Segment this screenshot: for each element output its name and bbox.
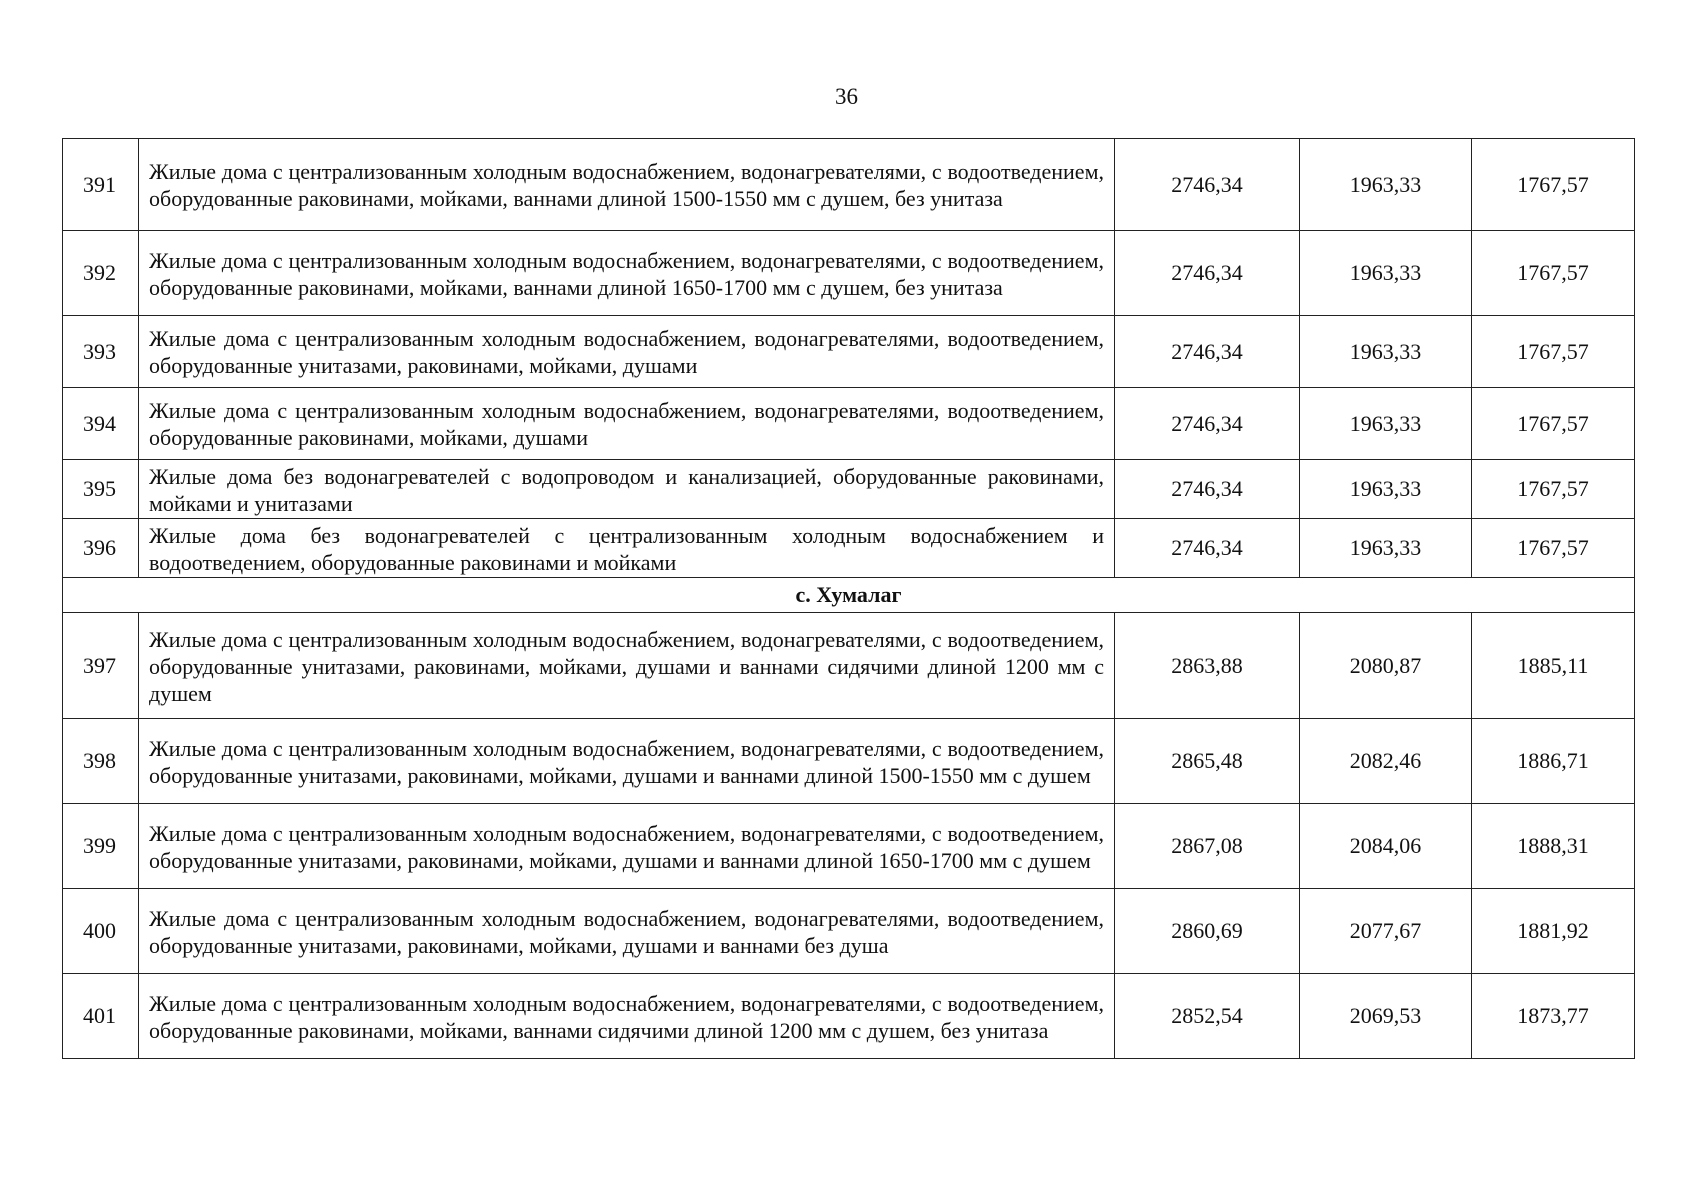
row-value-1: 2867,08 [1115,804,1300,889]
row-number: 396 [63,519,139,578]
row-number: 401 [63,974,139,1059]
tariff-table [62,138,1635,1059]
row-value-1: 2746,34 [1115,519,1300,578]
row-description: Жилые дома с централизованным холодным водоснабжением, водонагревателями, с водоотведением, оборудованные унитазами, раковинами, мойками, душами и ваннами длиной 1650-1700 мм с душем [139,804,1115,889]
row-value-2: 2080,87 [1300,613,1472,719]
row-description: Жилые дома без водонагревателей с централизованным холодным водоснабжением и водоотведением, оборудованные раковинами и мойками [139,519,1115,578]
row-value-1: 2746,34 [1115,388,1300,460]
row-description: Жилые дома с централизованным холодным водоснабжением, водонагревателями, с водоотведением, оборудованные унитазами, раковинами, мойками, душами и ваннами сидячими длиной 1200 мм с душем [139,613,1115,719]
row-value-1: 2746,34 [1115,316,1300,388]
section-title: с. Хумалаг [63,578,1635,613]
row-value-3: 1885,11 [1472,613,1635,719]
table-row [63,889,1635,974]
row-value-1: 2746,34 [1115,139,1300,231]
row-description: Жилые дома с централизованным холодным водоснабжением, водонагревателями, водоотведением, оборудованные унитазами, раковинами, мойками, душами [139,316,1115,388]
row-value-3: 1886,71 [1472,719,1635,804]
row-value-3: 1767,57 [1472,139,1635,231]
row-value-1: 2860,69 [1115,889,1300,974]
row-value-2: 1963,33 [1300,316,1472,388]
row-number: 399 [63,804,139,889]
row-description: Жилые дома с централизованным холодным водоснабжением, водонагревателями, с водоотведением, оборудованные раковинами, мойками, ваннами сидячими длиной 1200 мм с душем, без унитаза [139,974,1115,1059]
row-value-3: 1881,92 [1472,889,1635,974]
row-description: Жилые дома с централизованным холодным водоснабжением, водонагревателями, с водоотведением, оборудованные унитазами, раковинами, мойками, душами и ваннами длиной 1500-1550 мм с душем [139,719,1115,804]
table-row [63,231,1635,316]
row-description: Жилые дома без водонагревателей с водопроводом и канализацией, оборудованные раковинами, мойками и унитазами [139,460,1115,519]
table-row [63,139,1635,231]
row-value-1: 2746,34 [1115,231,1300,316]
row-number: 391 [63,139,139,231]
row-value-2: 2069,53 [1300,974,1472,1059]
page-number: 36 [835,84,858,109]
table-row [63,804,1635,889]
row-description: Жилые дома с централизованным холодным водоснабжением, водонагревателями, водоотведением, оборудованные раковинами, мойками, душами [139,388,1115,460]
row-value-2: 1963,33 [1300,139,1472,231]
row-description: Жилые дома с централизованным холодным водоснабжением, водонагревателями, с водоотведением, оборудованные раковинами, мойками, ваннами длиной 1500-1550 мм с душем, без унитаза [139,139,1115,231]
row-description: Жилые дома с централизованным холодным водоснабжением, водонагревателями, водоотведением, оборудованные унитазами, раковинами, мойками, душами и ваннами без душа [139,889,1115,974]
row-value-2: 1963,33 [1300,519,1472,578]
row-value-2: 1963,33 [1300,388,1472,460]
row-value-2: 2077,67 [1300,889,1472,974]
row-value-3: 1767,57 [1472,460,1635,519]
row-value-3: 1767,57 [1472,519,1635,578]
row-value-3: 1767,57 [1472,316,1635,388]
table-row [63,388,1635,460]
row-value-3: 1873,77 [1472,974,1635,1059]
row-number: 397 [63,613,139,719]
row-value-2: 2082,46 [1300,719,1472,804]
row-value-2: 1963,33 [1300,231,1472,316]
row-value-3: 1888,31 [1472,804,1635,889]
row-value-1: 2865,48 [1115,719,1300,804]
table-row [63,519,1635,578]
row-value-1: 2746,34 [1115,460,1300,519]
table-row [63,316,1635,388]
row-description: Жилые дома с централизованным холодным водоснабжением, водонагревателями, с водоотведением, оборудованные раковинами, мойками, ваннами длиной 1650-1700 мм с душем, без унитаза [139,231,1115,316]
row-number: 393 [63,316,139,388]
row-number: 394 [63,388,139,460]
table-row [63,613,1635,719]
row-value-2: 2084,06 [1300,804,1472,889]
table-row [63,974,1635,1059]
row-value-2: 1963,33 [1300,460,1472,519]
row-value-1: 2852,54 [1115,974,1300,1059]
row-number: 400 [63,889,139,974]
row-value-3: 1767,57 [1472,388,1635,460]
row-number: 398 [63,719,139,804]
section-header-row [63,578,1635,613]
row-value-1: 2863,88 [1115,613,1300,719]
row-value-3: 1767,57 [1472,231,1635,316]
row-number: 395 [63,460,139,519]
table-row [63,460,1635,519]
table-row [63,719,1635,804]
row-number: 392 [63,231,139,316]
